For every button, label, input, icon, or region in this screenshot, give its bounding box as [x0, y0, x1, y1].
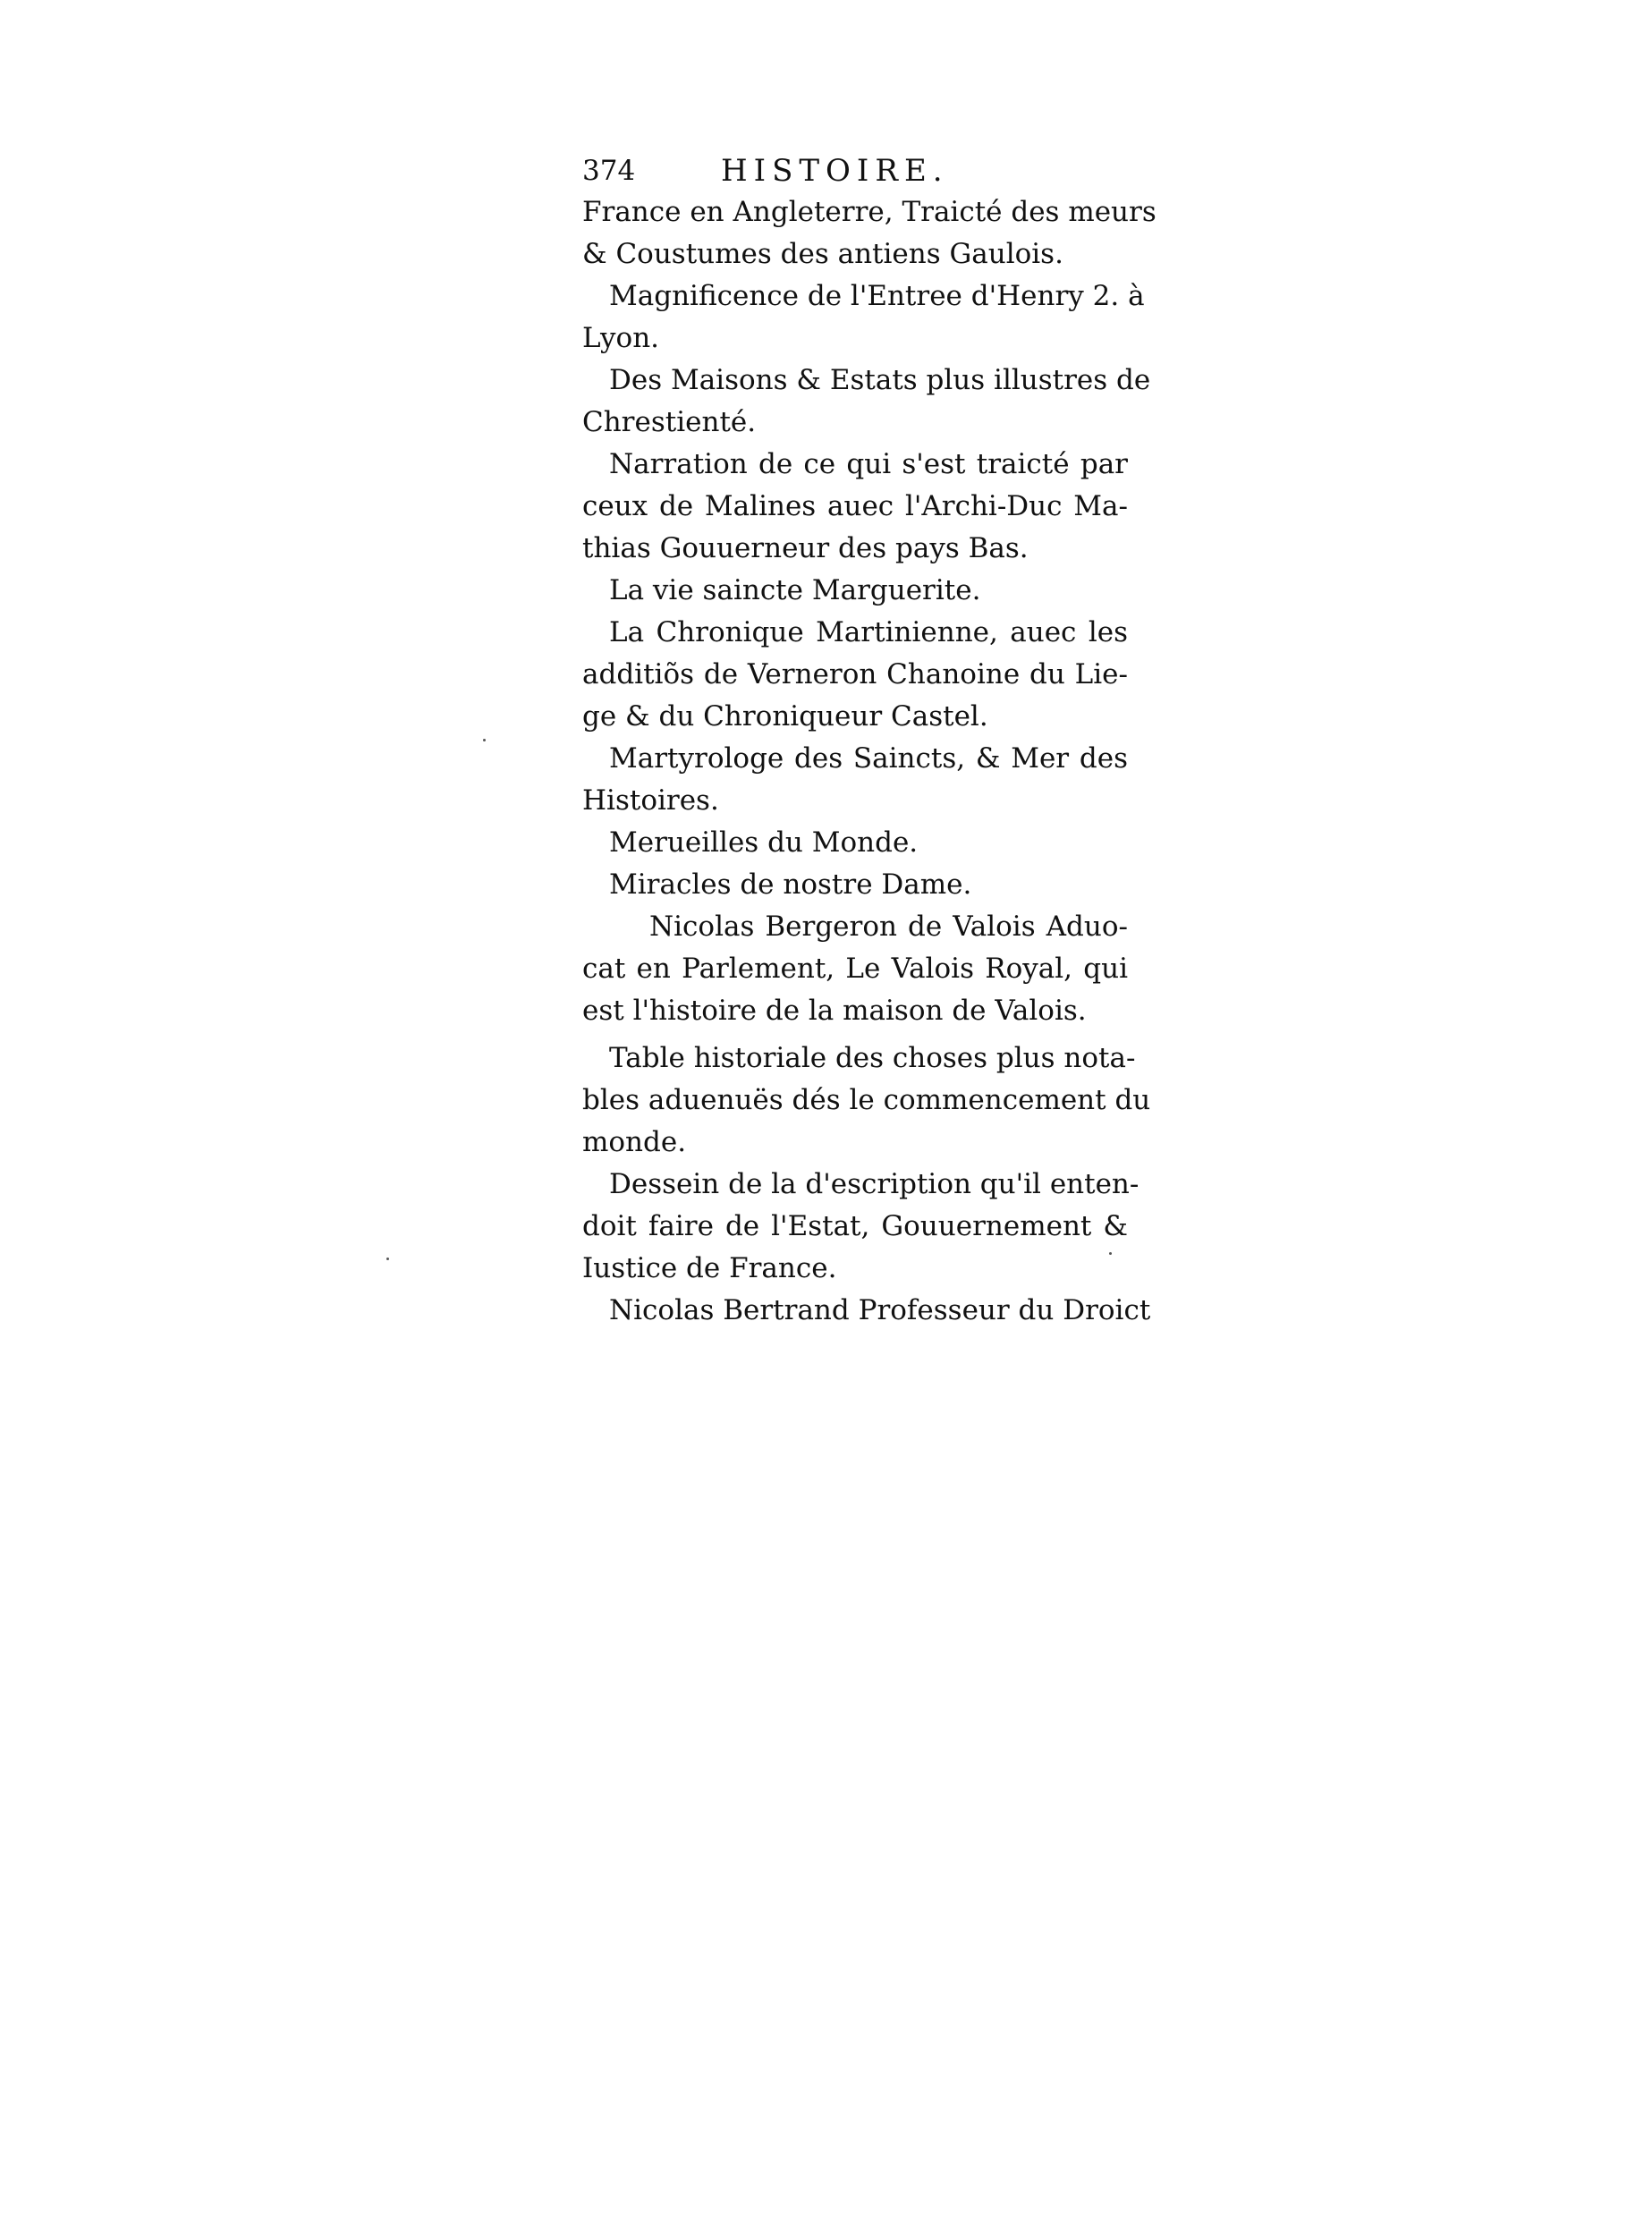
text-line: additiõs de Verneron Chanoine du Lie- [582, 658, 1128, 690]
text-line: Chrestienté. [582, 406, 757, 438]
page-number: 374 [582, 155, 636, 187]
text-block [582, 150, 1156, 1332]
text-line: Lyon. [582, 322, 660, 354]
text-line: Histoires. [582, 784, 719, 817]
page-header [582, 150, 1128, 191]
ink-speck [483, 739, 486, 741]
text-line: ceux de Malines auec l'Archi-Duc Ma- [582, 490, 1128, 522]
text-line: Merueilles du Monde. [609, 826, 919, 859]
text-line: cat en Parlement, Le Valois Royal, qui [582, 953, 1128, 985]
text-line: bles aduenuës dés le commencement du [582, 1084, 1151, 1116]
text-line: est l'histoire de la maison de Valois. [582, 995, 1087, 1027]
running-head: HISTOIRE. [721, 153, 949, 189]
ink-speck [1109, 1252, 1112, 1255]
text-line: Martyrologe des Saincts, & Mer des [609, 742, 1128, 775]
text-line: Nicolas Bergeron de Valois Aduo- [649, 910, 1128, 943]
text-line: ge & du Chroniqueur Castel. [582, 700, 988, 733]
ink-speck [386, 1258, 389, 1260]
text-line: Nicolas Bertrand Professeur du Droict [609, 1294, 1151, 1326]
text-line: France en Angleterre, Traicté des meurs [582, 196, 1156, 228]
text-line: La Chronique Martinienne, auec les [609, 616, 1128, 648]
text-line: Des Maisons & Estats plus illustres de [609, 364, 1151, 396]
text-line: monde. [582, 1126, 687, 1158]
text-line: Table historiale des choses plus nota- [609, 1042, 1136, 1074]
text-line: Iustice de France. [582, 1252, 837, 1284]
text-line: thias Gouuerneur des pays Bas. [582, 532, 1029, 564]
text-line: Miracles de nostre Dame. [609, 868, 972, 901]
text-line: doit faire de l'Estat, Gouuernement & [582, 1210, 1128, 1242]
text-line: & Coustumes des antiens Gaulois. [582, 238, 1063, 270]
text-line: Narration de ce qui s'est traicté par [609, 448, 1128, 480]
text-line: Magnificence de l'Entree d'Henry 2. à [609, 280, 1145, 312]
text-line: La vie saincte Marguerite. [609, 574, 981, 606]
text-line: Dessein de la d'escription qu'il enten- [609, 1168, 1139, 1200]
